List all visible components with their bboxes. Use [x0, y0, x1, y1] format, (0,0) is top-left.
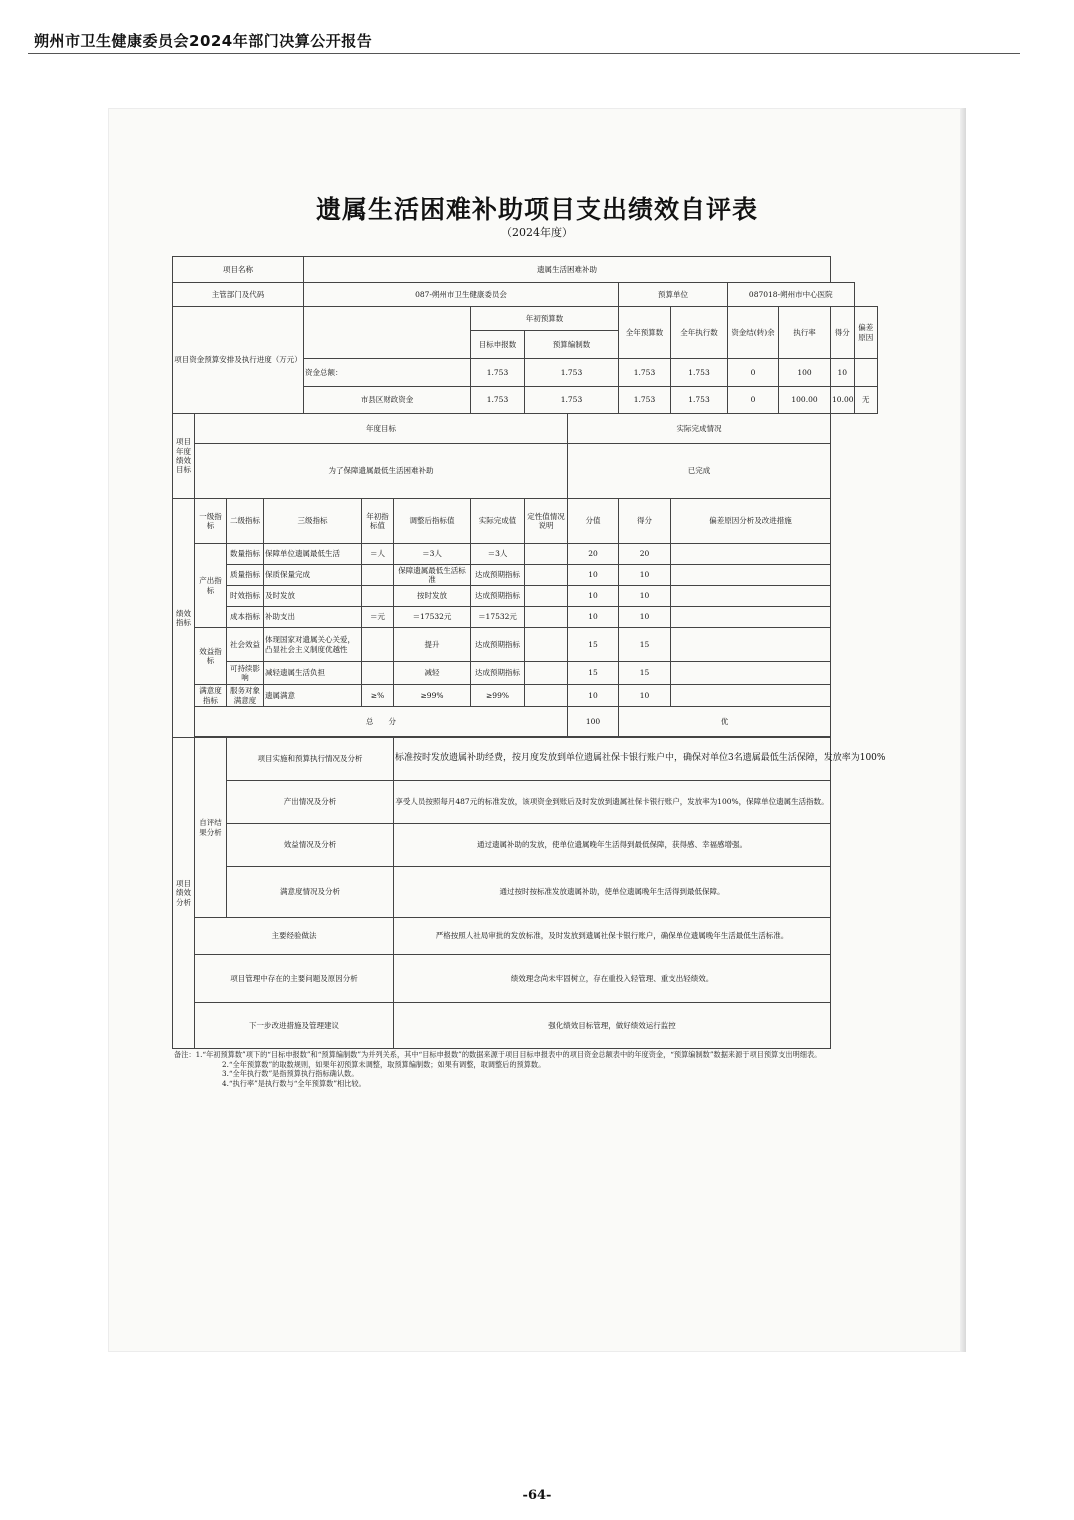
funds-cell: 0 — [728, 359, 779, 387]
funds-cell: 1.753 — [619, 359, 671, 387]
analysis-label: 主要经验做法 — [195, 918, 394, 955]
scan-edge-shadow — [960, 108, 966, 1352]
ind-l3: 及时发放 — [264, 586, 362, 607]
funds-cell: 1.753 — [525, 387, 619, 414]
ind-initial: ≥% — [362, 685, 394, 707]
ind-actual: ＝17532元 — [471, 607, 525, 628]
ind-group-output: 产出指标 — [195, 544, 227, 628]
ind-reason — [671, 628, 831, 662]
ind-l3: 体现国家对遗属关心关爱，凸显社会主义制度优越性 — [264, 628, 362, 662]
page-number: -64- — [522, 1488, 552, 1503]
ind-qual — [525, 607, 568, 628]
ind-adjusted: 减轻 — [394, 662, 471, 685]
funds-exec-header: 全年执行数 — [671, 307, 728, 359]
funds-cell: 100 — [779, 359, 831, 387]
analysis-text: 严格按照人社局审批的发放标准，及时发放到遗属社保卡银行账户，确保单位遗属晚年生活最低生活标准。 — [394, 918, 831, 955]
footnote: 3.“全年执行数”是指预算执行指标确认数。 — [222, 1069, 359, 1079]
goals-section-label: 项目年度绩效目标 — [173, 414, 195, 499]
ind-score: 10 — [619, 607, 671, 628]
funds-cell: 1.753 — [671, 387, 728, 414]
footnotes — [174, 1050, 894, 1089]
analysis-label: 产出情况及分析 — [227, 781, 394, 824]
scanned-form — [108, 108, 966, 1352]
funds-full-header: 全年预算数 — [619, 307, 671, 359]
analysis-label: 满意度情况及分析 — [227, 867, 394, 918]
ind-qual — [525, 628, 568, 662]
ind-adjusted: ＝3人 — [394, 544, 471, 565]
ind-l2: 质量指标 — [227, 565, 264, 586]
ind-group-benefit: 效益指标 — [195, 628, 227, 685]
ind-weight: 15 — [568, 662, 619, 685]
funds-score-header: 得分 — [831, 307, 854, 359]
unit-value: 087018-朔州市中心医院 — [728, 283, 855, 307]
analysis-label: 项目实施和预算执行情况及分析 — [227, 738, 394, 781]
ind-actual: 达成预期指标 — [471, 565, 525, 586]
ind-initial — [362, 565, 394, 586]
funds-cell — [854, 359, 877, 387]
ind-actual: 达成预期指标 — [471, 586, 525, 607]
analysis-text: 强化绩效目标管理，做好绩效运行监控 — [394, 1003, 831, 1049]
ind-initial: ＝元 — [362, 607, 394, 628]
ind-weight: 10 — [568, 565, 619, 586]
ind-l2: 服务对象满意度 — [227, 685, 264, 707]
ind-weight: 10 — [568, 607, 619, 628]
funds-cell: 10 — [831, 359, 854, 387]
funds-compile-header: 预算编制数 — [525, 331, 619, 359]
ind-actual: 达成预期指标 — [471, 628, 525, 662]
ind-qual — [525, 565, 568, 586]
goal-text: 为了保障遗属最低生活困难补助 — [195, 444, 568, 499]
funds-rate-header: 执行率 — [779, 307, 831, 359]
ind-header-initial: 年初指标值 — [362, 499, 394, 544]
ind-l3: 保质保量完成 — [264, 565, 362, 586]
form-year: （2024年度） — [501, 226, 573, 239]
ind-l2: 社会效益 — [227, 628, 264, 662]
ind-initial — [362, 586, 394, 607]
ind-actual: 达成预期指标 — [471, 662, 525, 685]
ind-actual: ＝3人 — [471, 544, 525, 565]
header-rule — [28, 53, 1020, 54]
ind-l3: 补助支出 — [264, 607, 362, 628]
ind-l3: 减轻遗属生活负担 — [264, 662, 362, 685]
footnote: 4.“执行率”是执行数与“全年预算数”相比较。 — [222, 1079, 366, 1089]
ind-header-l3: 三级指标 — [264, 499, 362, 544]
funds-cell: 无 — [854, 387, 877, 414]
ind-weight: 10 — [568, 586, 619, 607]
ind-reason — [671, 544, 831, 565]
ind-score: 15 — [619, 662, 671, 685]
project-name-value: 遗属生活困难补助 — [304, 257, 831, 283]
ind-weight: 10 — [568, 685, 619, 707]
footnote: 备注：1.“年初预算数”项下的“目标申报数”和“预算编制数”为并列关系，其中“目标申报数”的数据来源于项目目标申报表中的项目资金总额表中的年度资金，“预算编制数”数据来源于项目预算支出明细表。 — [174, 1050, 822, 1059]
ind-header-reason: 偏差原因分析及改进措施 — [671, 499, 831, 544]
ind-adjusted: ＝17532元 — [394, 607, 471, 628]
project-name-label: 项目名称 — [173, 257, 304, 283]
ind-score: 10 — [619, 565, 671, 586]
ind-reason — [671, 565, 831, 586]
funds-cell: 0 — [728, 387, 779, 414]
analysis-label: 项目管理中存在的主要问题及原因分析 — [195, 955, 394, 1003]
ind-l2: 时效指标 — [227, 586, 264, 607]
page-header: 朔州市卫生健康委员会2024年部门决算公开报告 — [34, 32, 373, 50]
total-score: 100 — [568, 707, 619, 737]
ind-l2: 成本指标 — [227, 607, 264, 628]
ind-reason — [671, 607, 831, 628]
ind-l3: 保障单位遗属最低生活 — [264, 544, 362, 565]
funds-initial-header: 年初预算数 — [471, 307, 619, 331]
funds-row-label: 市县区财政资金 — [304, 387, 471, 414]
ind-header-qual: 定性值情况说明 — [525, 499, 568, 544]
analysis-text: 通过按时按标准发放遗属补助，使单位遗属晚年生活得到最低保障。 — [394, 867, 831, 918]
ind-reason — [671, 662, 831, 685]
footnote: 2.“全年预算数”的取数规则，如果年初预算未调整，取预算编制数；如果有调整，取调整后的预算数。 — [222, 1059, 546, 1069]
ind-weight: 20 — [568, 544, 619, 565]
funds-cell: 1.753 — [471, 359, 525, 387]
funds-cell: 1.753 — [671, 359, 728, 387]
ind-header-l1: 一级指标 — [195, 499, 227, 544]
funds-cell: 1.753 — [525, 359, 619, 387]
ind-score: 10 — [619, 685, 671, 707]
ind-score: 10 — [619, 586, 671, 607]
ind-qual — [525, 685, 568, 707]
ind-header-adjusted: 调整后指标值 — [394, 499, 471, 544]
funds-row-label: 资金总额： — [304, 359, 471, 387]
dept-label: 主管部门及代码 — [173, 283, 304, 307]
ind-reason — [671, 586, 831, 607]
ind-l2: 数量指标 — [227, 544, 264, 565]
form-title: 遗属生活困难补助项目支出绩效自评表 — [315, 195, 758, 224]
ind-header-score: 得分 — [619, 499, 671, 544]
analysis-text: 享受人员按照每月487元的标准发放，该项资金到账后及时发放到遗属社保卡银行账户，发放率为100%，保障单位遗属生活指数。 — [394, 781, 831, 824]
analysis-label: 效益情况及分析 — [227, 824, 394, 867]
ind-adjusted: 提升 — [394, 628, 471, 662]
analysis-label: 下一步改进措施及管理建议 — [195, 1003, 394, 1049]
analysis-text: 标准按时发放遗属补助经费，按月度发放到单位遗属社保卡银行账户中，确保对单位3名遗属最低生活保障，发放率为100% — [394, 738, 831, 781]
ind-score: 15 — [619, 628, 671, 662]
dept-value: 087-朔州市卫生健康委员会 — [304, 283, 619, 307]
ind-adjusted: 保障遗属最低生活标准 — [394, 565, 471, 586]
ind-adjusted: 按时发放 — [394, 586, 471, 607]
actual-label: 实际完成情况 — [568, 414, 831, 444]
ind-score: 20 — [619, 544, 671, 565]
funds-cell: 10.00 — [831, 387, 854, 414]
ind-initial — [362, 628, 394, 662]
funds-cell: 1.753 — [471, 387, 525, 414]
goal-label: 年度目标 — [195, 414, 568, 444]
funds-reason-header: 偏差原因 — [854, 307, 877, 359]
total-label: 总 分 — [195, 707, 568, 737]
ind-header-actual: 实际完成值 — [471, 499, 525, 544]
ind-actual: ≥99% — [471, 685, 525, 707]
funds-cell: 1.753 — [619, 387, 671, 414]
analysis-section-label: 项目绩效分析 — [173, 738, 195, 1049]
ind-group-satisfaction: 满意度指标 — [195, 685, 227, 707]
ind-initial — [362, 662, 394, 685]
funds-section-label: 项目资金预算安排及执行进度（万元） — [173, 307, 304, 414]
ind-qual — [525, 662, 568, 685]
ind-qual — [525, 544, 568, 565]
funds-balance-header: 资金结(转)余 — [728, 307, 779, 359]
ind-adjusted: ≥99% — [394, 685, 471, 707]
ind-header-l2: 二级指标 — [227, 499, 264, 544]
ind-header-weight: 分值 — [568, 499, 619, 544]
ind-weight: 15 — [568, 628, 619, 662]
ind-l2: 可持续影响 — [227, 662, 264, 685]
analysis-text: 绩效理念尚未牢固树立，存在重投入轻管理、重支出轻绩效。 — [394, 955, 831, 1003]
unit-label: 预算单位 — [619, 283, 728, 307]
ind-l3: 遗属满意 — [264, 685, 362, 707]
indicators-section-label: 绩效指标 — [173, 499, 195, 738]
self-eval-label: 自评结果分析 — [195, 738, 227, 918]
actual-text: 已完成 — [568, 444, 831, 499]
ind-reason — [671, 685, 831, 707]
ind-initial: ＝人 — [362, 544, 394, 565]
funds-cell: 100.00 — [779, 387, 831, 414]
analysis-text: 通过遗属补助的发放，使单位遗属晚年生活得到最低保障，获得感、幸福感增强。 — [394, 824, 831, 867]
ind-qual — [525, 586, 568, 607]
total-grade: 优 — [619, 707, 831, 737]
funds-target-header: 目标申报数 — [471, 331, 525, 359]
evaluation-table — [172, 256, 886, 1049]
